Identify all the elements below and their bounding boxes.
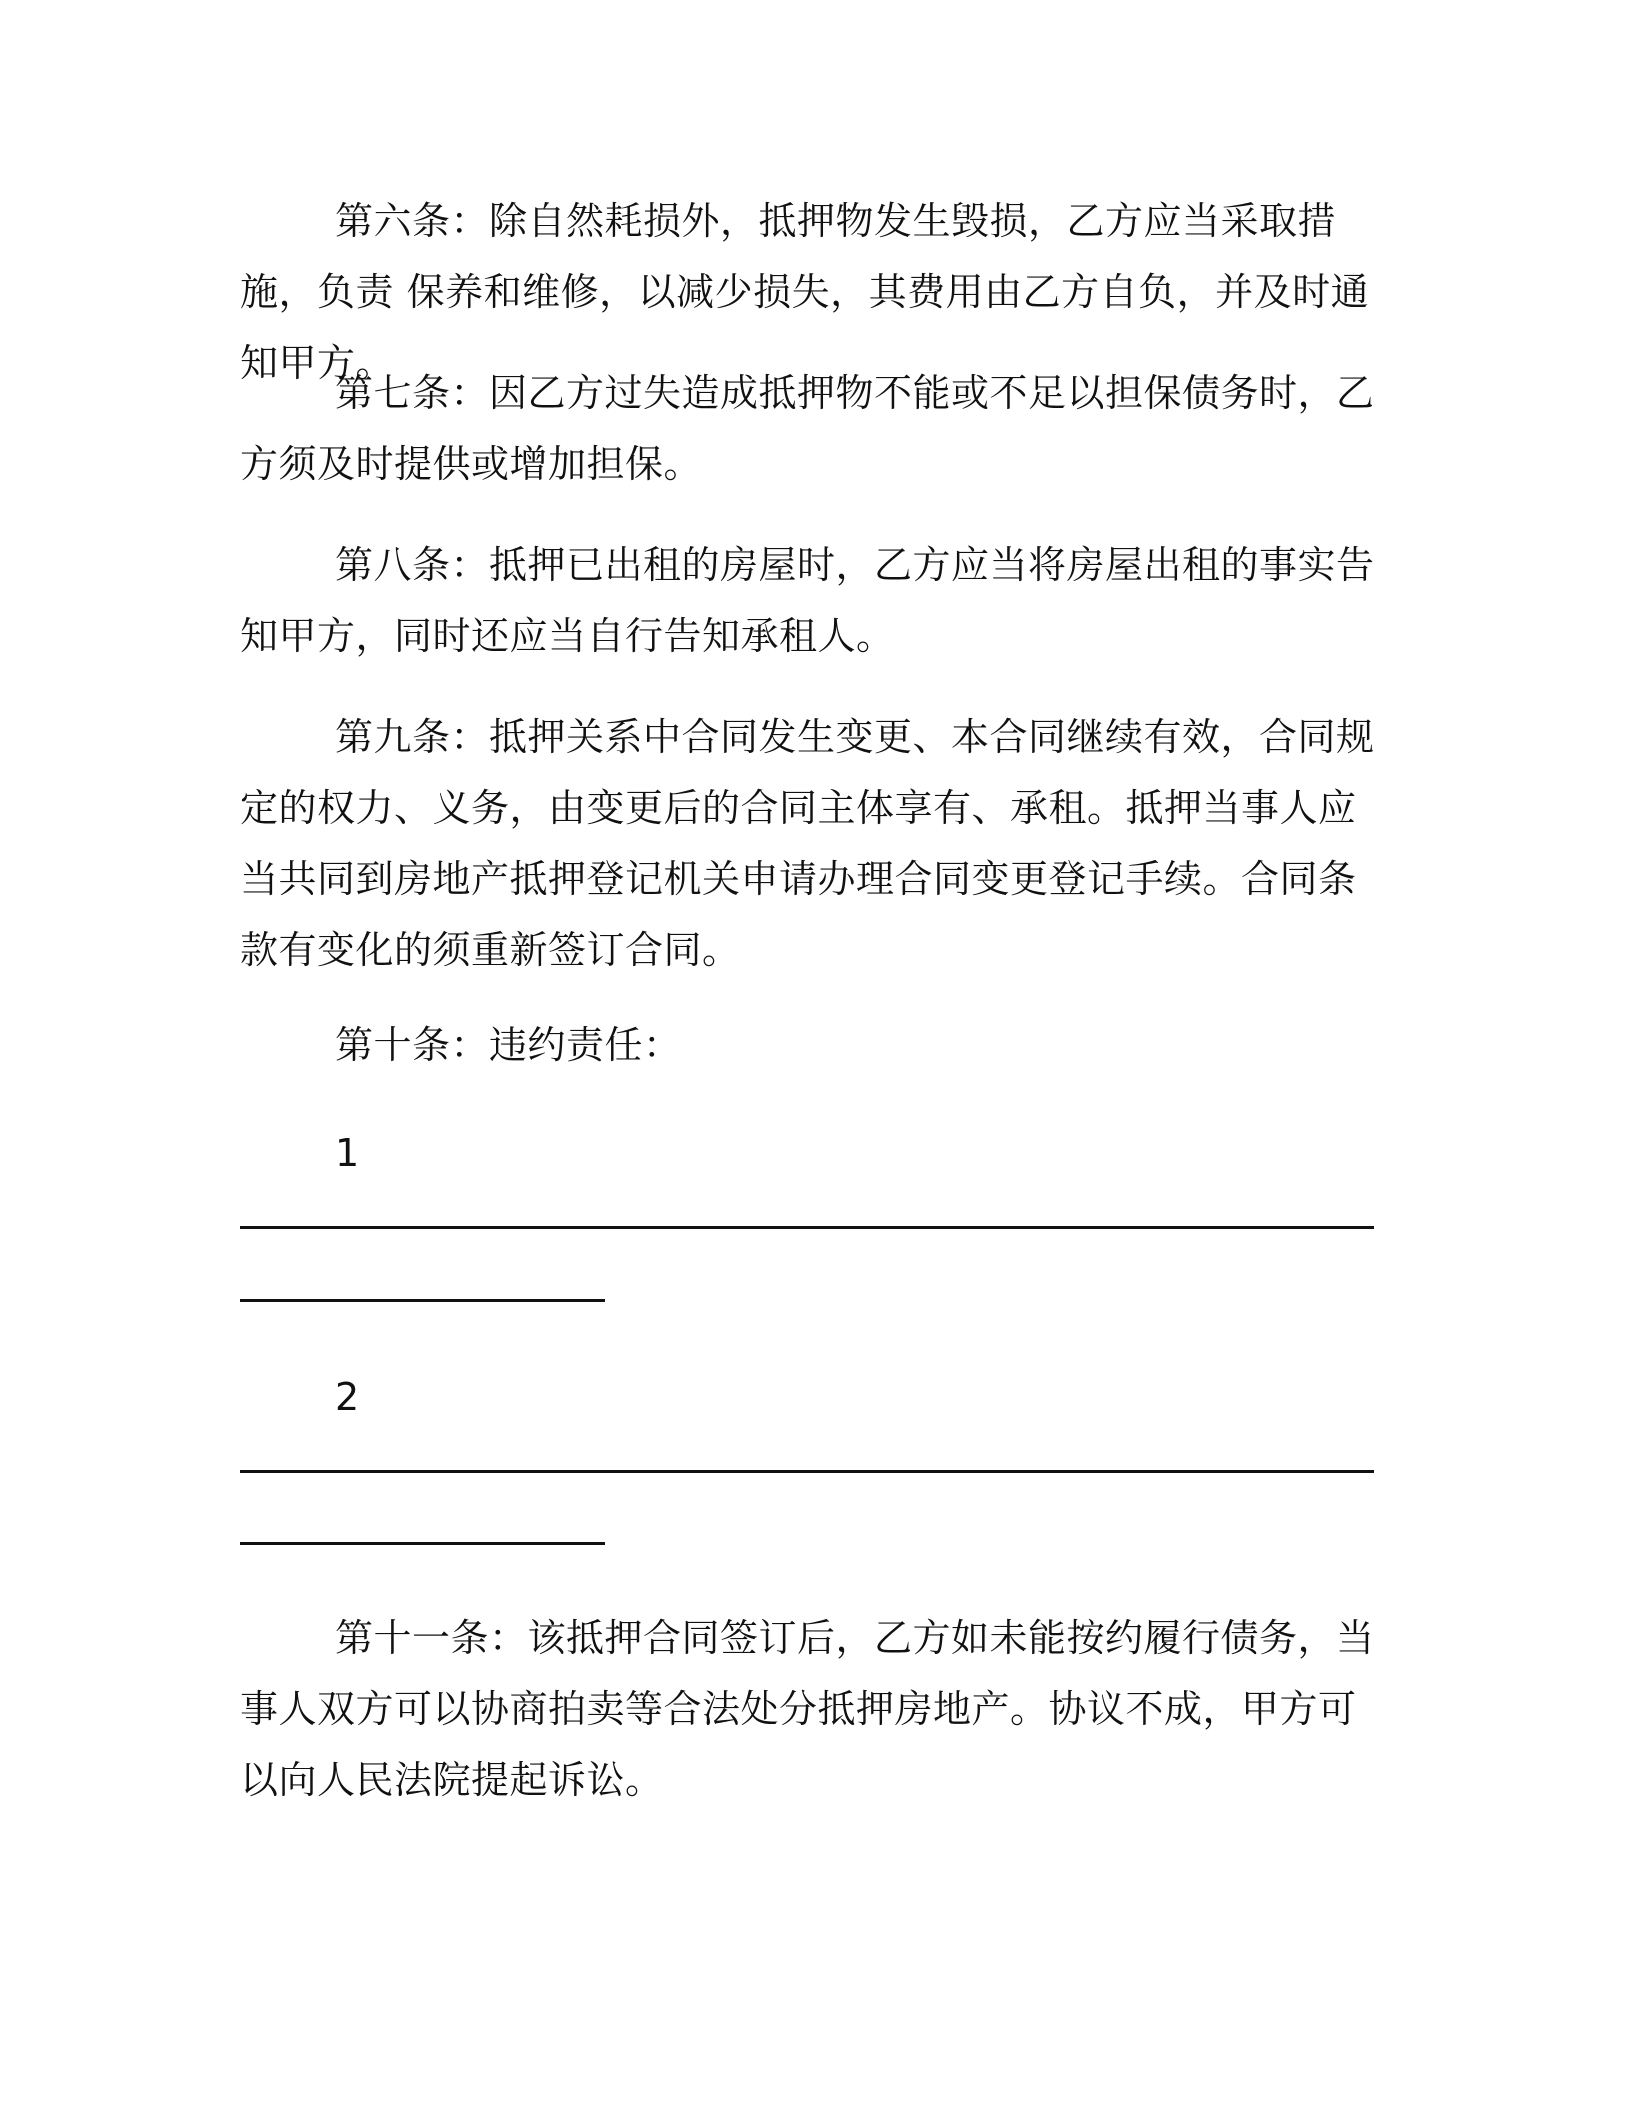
liability-item-2-number: 2 bbox=[335, 1375, 360, 1419]
liability-item-1-blank-line-continued bbox=[240, 1299, 605, 1302]
article-6-paragraph: 第六条：除自然耗损外，抵押物发生毁损，乙方应当采取措施，负责 保养和维修，以减少损失，其费用由乙方自负，并及时通知甲方。 bbox=[240, 199, 1370, 385]
liability-item-2-blank-line-continued bbox=[240, 1542, 605, 1545]
article-7-paragraph: 第七条：因乙方过失造成抵押物不能或不足以担保债务时，乙方须及时提供或增加担保。 bbox=[240, 371, 1375, 486]
article-8-paragraph: 第八条：抵押已出租的房屋时，乙方应当将房屋出租的事实告知甲方，同时还应当自行告知承租人。 bbox=[240, 543, 1375, 658]
article-11-paragraph: 第十一条：该抵押合同签订后，乙方如未能按约履行债务，当事人双方可以协商拍卖等合法处分抵押房地产。协议不成，甲方可以向人民法院提起诉讼。 bbox=[240, 1616, 1375, 1802]
liability-item-2-blank-line bbox=[240, 1470, 1374, 1473]
article-9-paragraph: 第九条：抵押关系中合同发生变更、本合同继续有效，合同规定的权力、义务，由变更后的合同主体享有、承租。抵押当事人应当共同到房地产抵押登记机关申请办理合同变更登记手续。合同条款有变化的须重新签订合同。 bbox=[240, 715, 1375, 972]
liability-item-1-number: 1 bbox=[335, 1131, 360, 1175]
liability-item-1-blank-line bbox=[240, 1226, 1374, 1229]
article-10-heading: 第十条：违约责任： bbox=[335, 1023, 682, 1067]
